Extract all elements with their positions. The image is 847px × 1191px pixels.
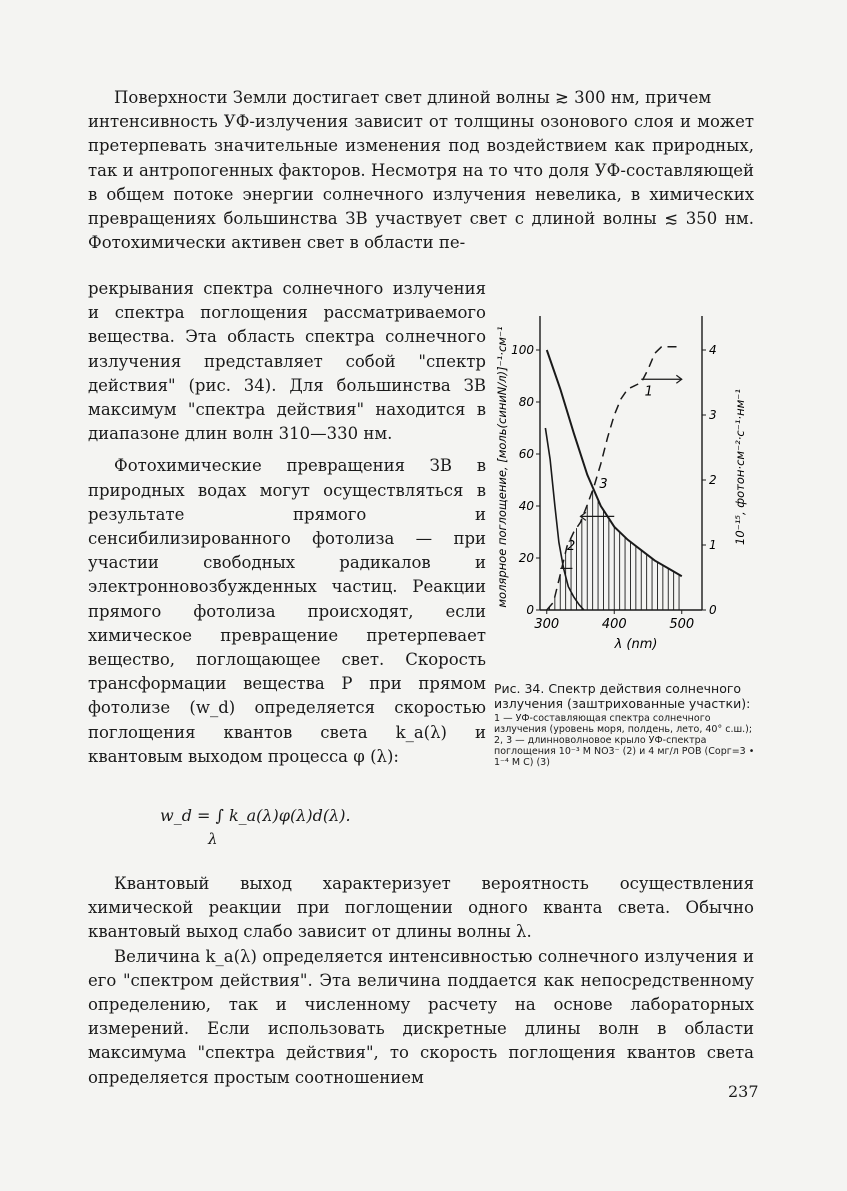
chart-plot-layer bbox=[511, 316, 717, 632]
y-left-tick-label: 20 bbox=[518, 551, 534, 565]
y-right-tick-label: 3 bbox=[709, 408, 717, 422]
left-column bbox=[88, 277, 486, 769]
caption-legend: 1 — УФ-составляющая спектра солнечного излучения (уровень моря, полдень, лето, 40° с.ш.); 2, 3 — длинноволновое крыло УФ-спектра поглощения 10⁻³ M NO3⁻ (2) и 4 мг/л РОВ (Сорг=3 • 1⁻⁴ M C) (3) bbox=[494, 713, 755, 768]
curve-label-1: 1 bbox=[644, 384, 653, 400]
bottom-paragraphs bbox=[88, 872, 754, 1090]
page-number: 237 bbox=[728, 1082, 759, 1101]
curve-label-2: 2 bbox=[567, 539, 576, 555]
y-left-tick-label: 100 bbox=[511, 343, 534, 357]
figure-caption bbox=[494, 681, 756, 768]
series-2-curve bbox=[545, 428, 584, 610]
x-tick-label: 400 bbox=[601, 617, 627, 632]
y-right-tick-label: 4 bbox=[709, 343, 717, 357]
curve-label-3: 3 bbox=[599, 476, 608, 492]
formula bbox=[160, 806, 460, 854]
top-paragraph bbox=[88, 86, 754, 255]
x-axis-label: λ (nm) bbox=[614, 637, 658, 652]
y-axis-left-label: молярное поглощение, [моль(синиN/л)]⁻¹·см⁻¹ bbox=[495, 326, 509, 608]
y-right-tick-label: 0 bbox=[709, 603, 717, 617]
y-right-tick-label: 2 bbox=[709, 473, 717, 487]
figure-34-chart bbox=[492, 282, 757, 672]
x-tick-label: 300 bbox=[534, 617, 560, 632]
y-left-tick-label: 60 bbox=[518, 447, 534, 461]
y-left-tick-label: 0 bbox=[526, 603, 534, 617]
bottom-paragraph-2: Величина k_a(λ) определяется интенсивностью солнечного излучения и его "спектром действия". Эта величина поддается как непосредственному определению, так и численному расчету на основе лабораторных измерений. Если использовать дискретные длины волн в области максимума "спектра действия", то скорость поглощения квантов света определяется простым соотношением bbox=[88, 946, 754, 1087]
x-tick-label: 500 bbox=[669, 617, 695, 632]
y-axis-right-label: 10⁻¹⁵, фотон·см⁻²·с⁻¹·нм⁻¹ bbox=[733, 389, 747, 545]
bottom-paragraph-1: Квантовый выход характеризует вероятность осуществления химической реакции при поглощении одного кванта света. Обычно квантовый выход слабо зависит от длины волны λ. bbox=[88, 874, 754, 942]
top-paragraph-rest: интенсивность УФ-излучения зависит от толщины озонового слоя и может претерпевать значительные изменения под воздействием как природных, так и антропогенных факторов. Несмотря на то что доля УФ-составляющей в общем потоке энергии солнечного излучения невелика, в химических превращениях большинства ЗВ участвует свет с длиной волны ≲ 350 нм. Фотохимически активен свет в области пе- bbox=[88, 112, 754, 253]
y-left-tick-label: 80 bbox=[518, 395, 534, 409]
left-column-paragraph-2: Фотохимические превращения ЗВ в природных водах могут осуществляться в результате прямого и сенсибилизированного фотолиза — при участии свободных радикалов и электронновозбужденных частиц. Реакции прямого фотолиза происходят, если химическое превращение претерпевает вещество, поглощающее свет. Скорость трансформации вещества Р при прямом фотолизе (w_d) определяется скоростью поглощения квантов света k_a(λ) и квантовым выходом процесса φ (λ): bbox=[88, 456, 486, 766]
top-line-1: Поверхности Земли достигает свет длиной волны ≳ 300 нм, причем bbox=[114, 88, 712, 107]
formula-expression: w_d = ∫ k_a(λ)φ(λ)d(λ). bbox=[160, 806, 351, 825]
caption-title: Рис. 34. Спектр действия солнечного излучения (заштрихованные участки): bbox=[494, 681, 751, 711]
formula-integral-variable: λ bbox=[208, 830, 218, 848]
y-left-tick-label: 40 bbox=[518, 499, 534, 513]
left-column-paragraph-1: рекрывания спектра солнечного излучения и спектра поглощения рассматриваемого вещества. Эта область спектра солнечного излучения представляет собой "спектр действия" (рис. 34). Для большинства ЗВ максимум "спектра действия" находится в диапазоне длин волн 310—330 нм. bbox=[88, 279, 486, 444]
y-right-tick-label: 1 bbox=[709, 538, 717, 552]
